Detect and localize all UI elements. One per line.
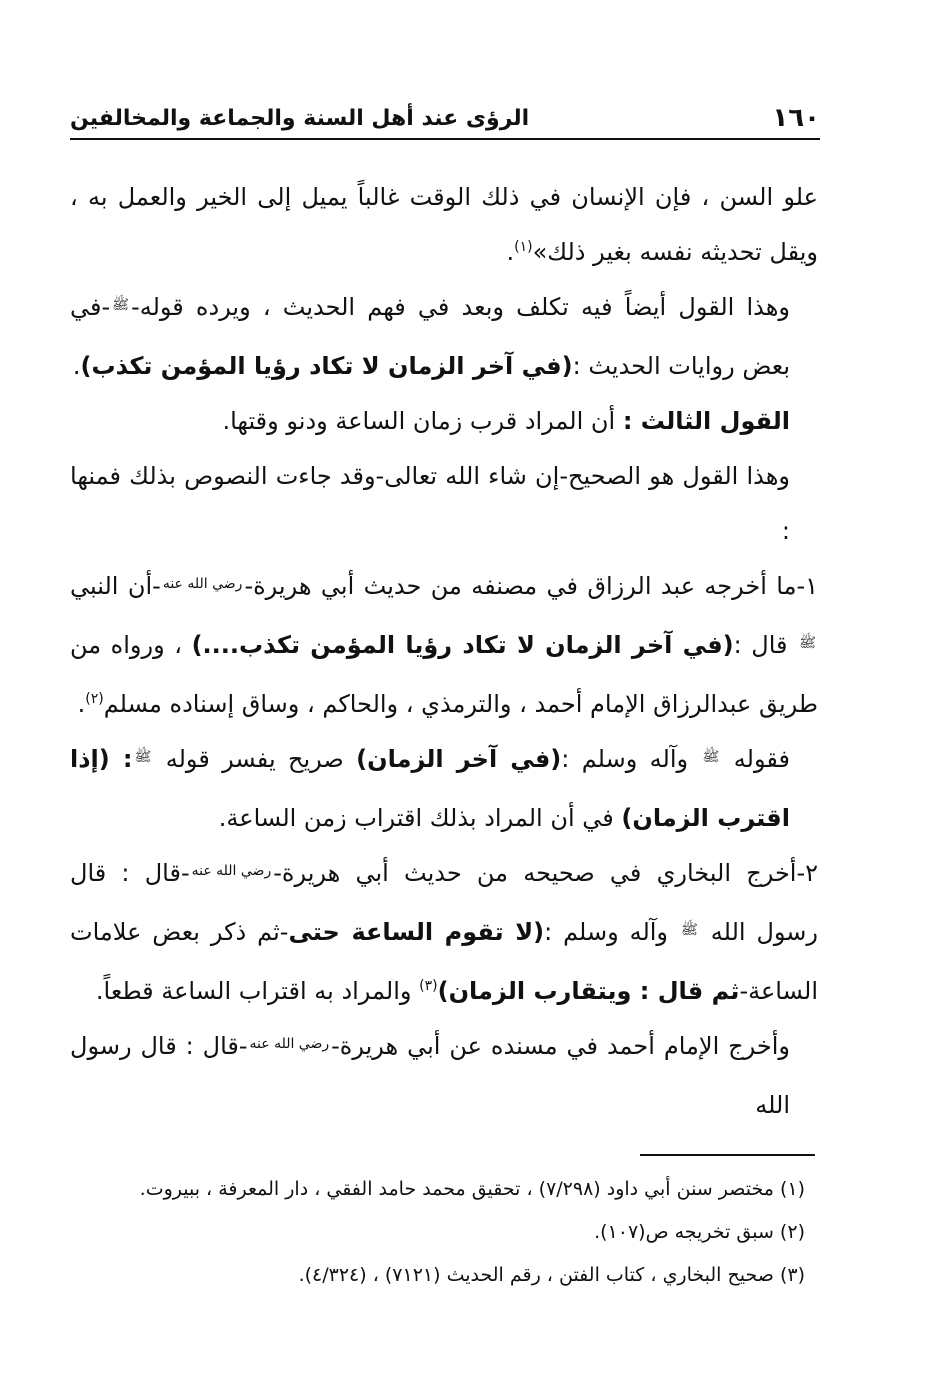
hadith-quote: (في آخر الزمان لا تكاد رؤيا المؤمن تكذب): [80, 352, 573, 380]
prophet-honorific-icon: ﷺ: [680, 922, 698, 938]
companion-honorific-icon: رضي الله عنه: [249, 1036, 330, 1052]
hadith-quote: (لا تقوم الساعة حتى: [288, 918, 545, 946]
prophet-honorific-icon: ﷺ: [134, 749, 152, 765]
footnote-2: (٢) سبق تخريجه ص(١٠٧).: [594, 1221, 805, 1243]
running-title: الرؤى عند أهل السنة والجماعة والمخالفين: [70, 105, 530, 131]
hadith-quote: (في آخر الزمان لا تكاد رؤيا المؤمن تكذب....): [191, 631, 734, 659]
footnote-1: (١) مختصر سنن أبي داود (٧/٢٩٨) ، تحقيق محمد حامد الفقي ، دار المعرفة ، ببيروت.: [139, 1178, 805, 1200]
footnote-ref-1: (١): [514, 239, 533, 255]
footnote-ref-3: (٣): [419, 978, 438, 994]
hadith-quote: : (إذا اقترب الزمان): [70, 745, 790, 832]
paragraph-1: علو السن ، فإن الإنسان في ذلك الوقت غالباً يميل إلى الخير والعمل به ، ويقل تحديثه نفسه بغير ذلك»$^{(١)}$.: [70, 183, 818, 266]
prophet-honorific-icon: ﷺ: [799, 635, 816, 651]
companion-honorific-icon: رضي الله عنه: [162, 576, 243, 592]
prophet-honorific-icon: ﷺ: [702, 749, 720, 765]
paragraph-5: ١-ما أخرجه عبد الرزاق في مصنفه من حديث أبي هريرة-رضي الله عنه-أن النبي ﷺ قال :(في آخر الزمان لا تكاد رؤيا المؤمن تكذب....) ، ورواه من طريق عبدالرزاق الإمام أحمد ، والترمذي ، والحاكم ، وساق إسناده مسلم$^{(٢)}$.: [70, 559, 818, 732]
paragraph-7: ٢-أخرج البخاري في صحيحه من حديث أبي هريرة-رضي الله عنه-قال : قال رسول الله ﷺ وآله وسلم :(لا تقوم الساعة حتى-ثم ذكر بعض علامات الساعة-ثم قال : ويتقارب الزمان)$^{(٣)}$ والمراد به اقتراب الساعة قطعاً.: [70, 846, 818, 1019]
section-label: القول الثالث :: [622, 407, 790, 435]
prophet-honorific-icon: ﷺ: [112, 297, 130, 313]
footnote-ref-2: (٢): [85, 691, 104, 707]
book-page: [70, 88, 870, 1328]
hadith-quote: ثم قال : ويتقارب الزمان): [437, 977, 740, 1005]
footnote-divider: [640, 1154, 815, 1156]
main-text: [70, 170, 818, 1133]
paragraph-3: القول الثالث : أن المراد قرب زمان الساعة ودنو وقتها.: [222, 407, 790, 435]
page-header: [70, 98, 820, 140]
paragraph-4: وهذا القول هو الصحيح-إن شاء الله تعالى-وقد جاءت النصوص بذلك فمنها :: [70, 462, 790, 545]
paragraph-2: وهذا القول أيضاً فيه تكلف وبعد في فهم الحديث ، ويرده قوله-ﷺ-في بعض روايات الحديث :(في آخر الزمان لا تكاد رؤيا المؤمن تكذب).: [70, 280, 818, 394]
hadith-quote: (في آخر الزمان): [356, 745, 562, 773]
paragraph-6: فقوله ﷺ وآله وسلم :(في آخر الزمان) صريح يفسر قوله ﷺ: (إذا اقترب الزمان) في أن المراد بذلك اقتراب زمن الساعة.: [70, 732, 818, 846]
page-number: ١٦٠: [772, 103, 820, 133]
companion-honorific-icon: رضي الله عنه: [191, 863, 272, 879]
footnotes: [70, 1168, 805, 1297]
paragraph-8: وأخرج الإمام أحمد في مسنده عن أبي هريرة-رضي الله عنه-قال : قال رسول الله: [70, 1019, 818, 1133]
footnote-3: (٣) صحيح البخاري ، كتاب الفتن ، رقم الحديث (٧١٢١) ، (٤/٣٢٤).: [298, 1264, 805, 1286]
